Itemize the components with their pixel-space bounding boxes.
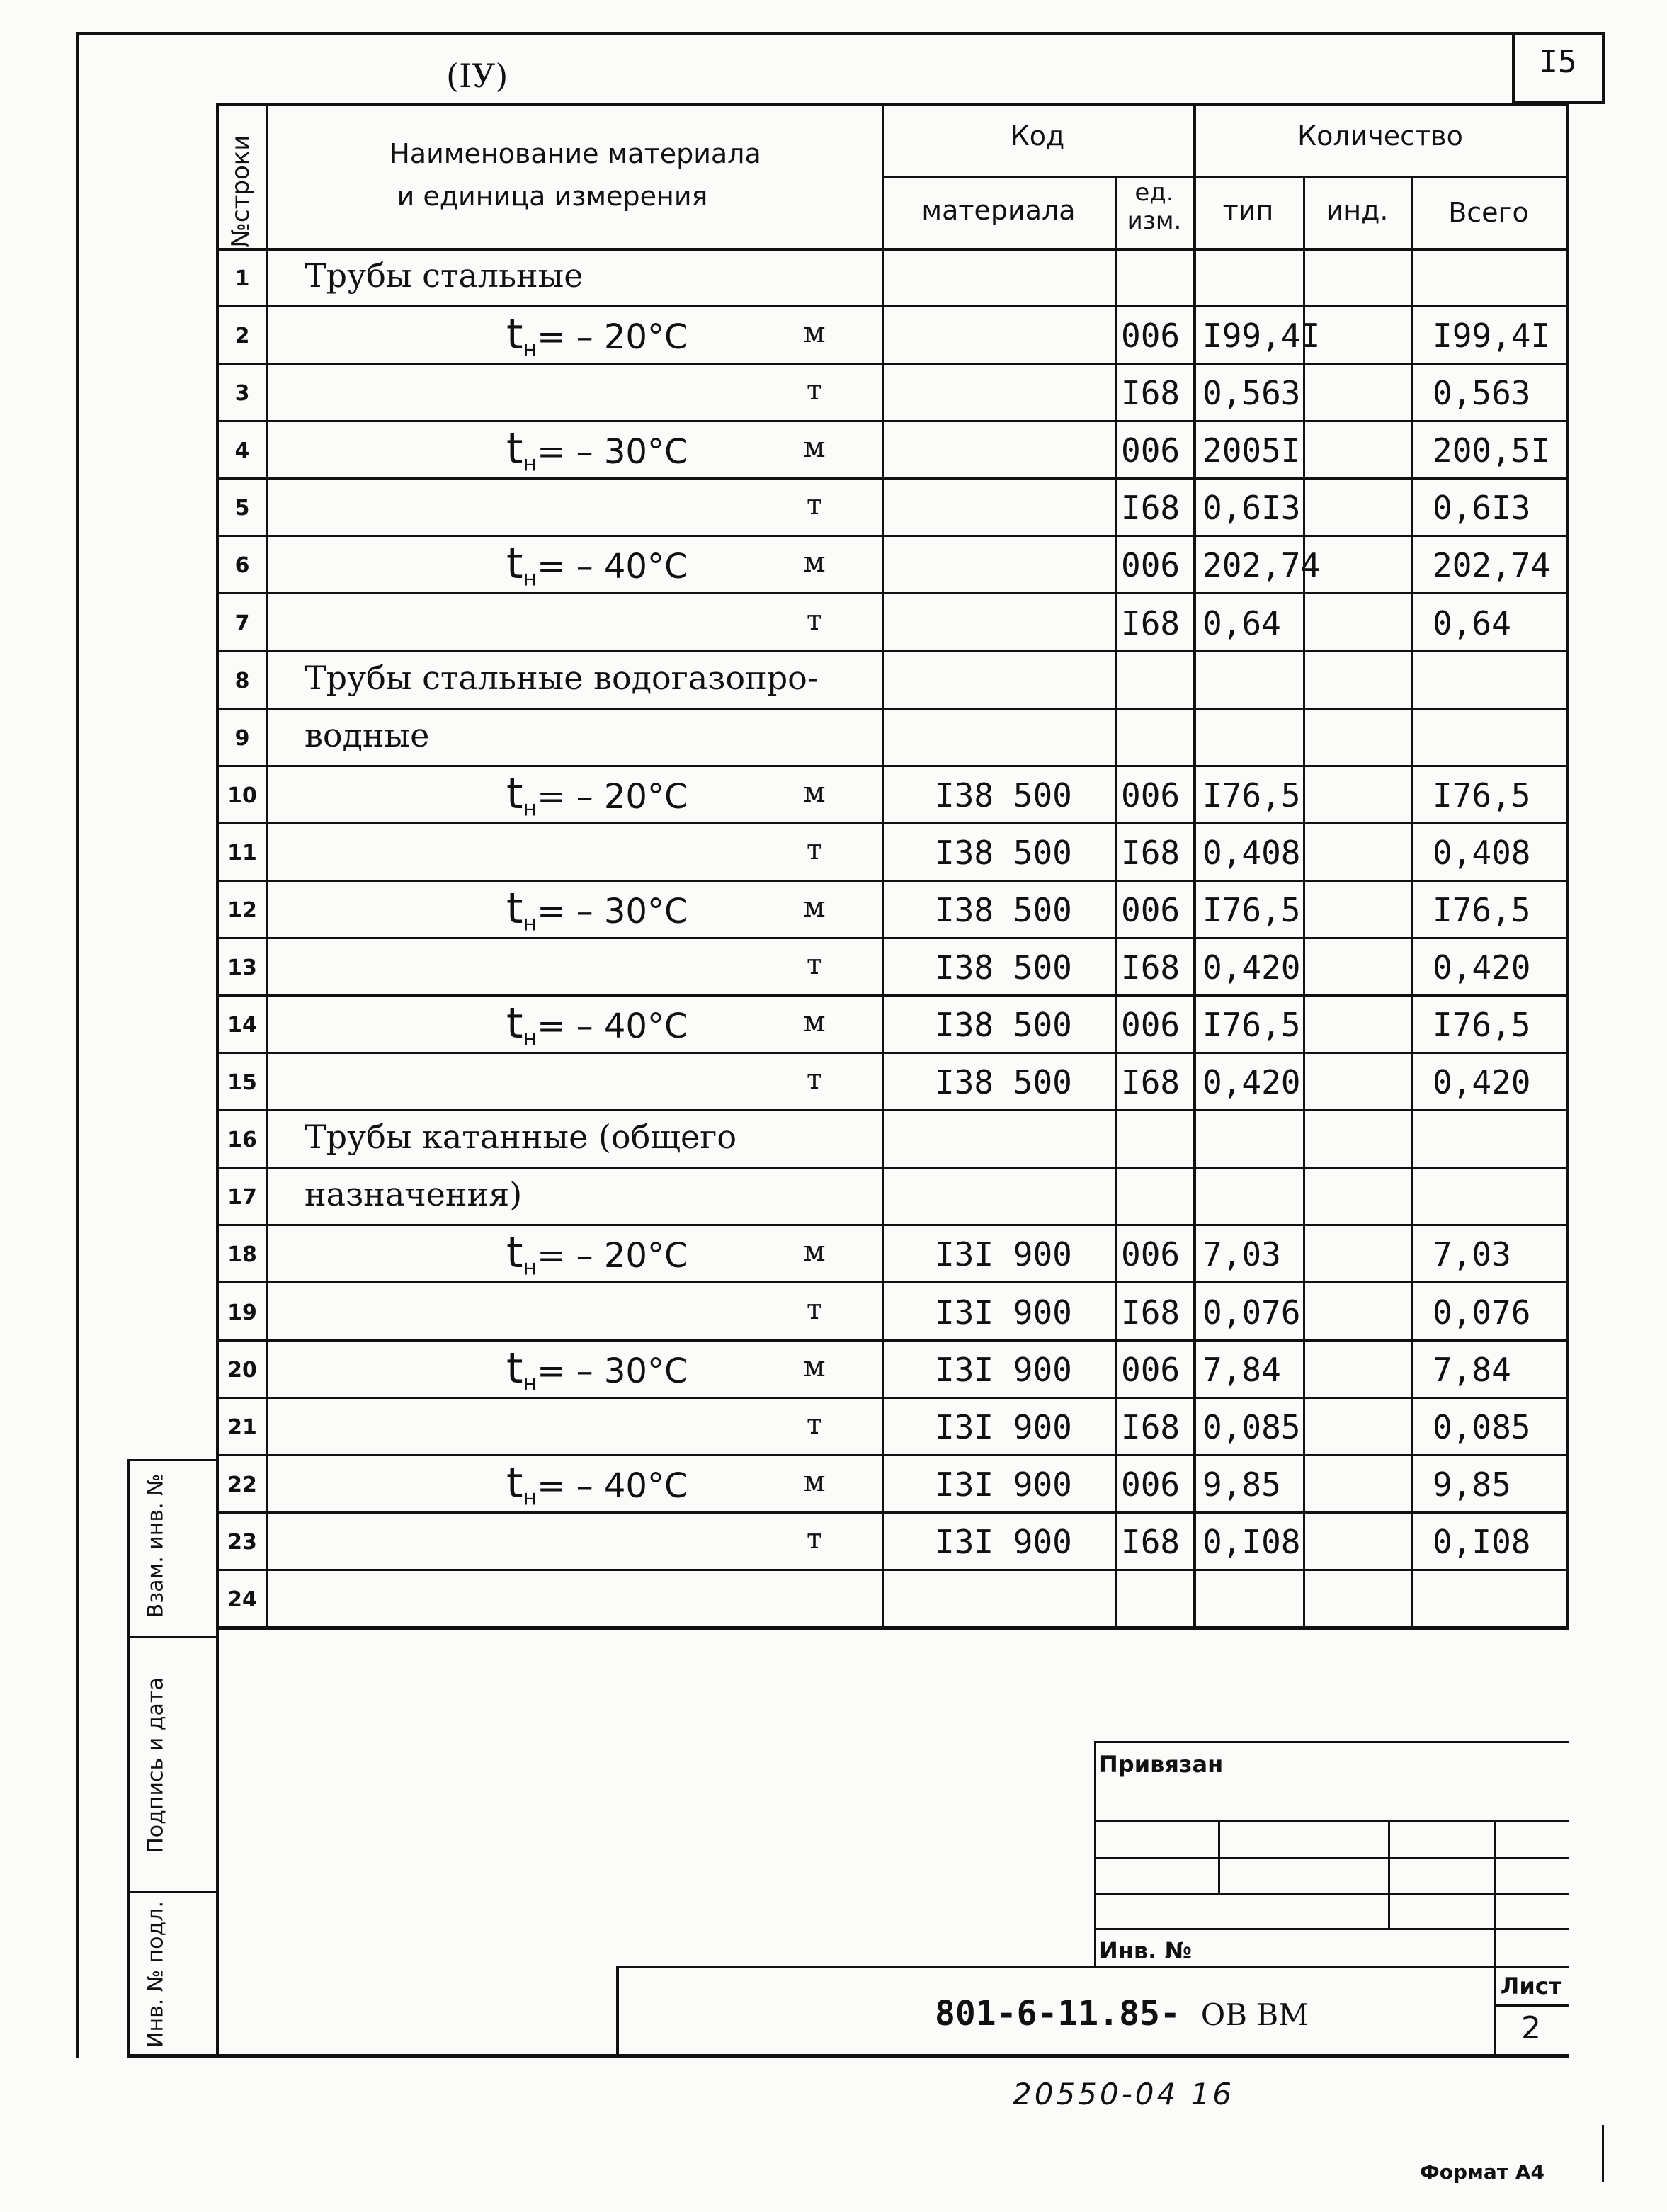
row-unit: м (803, 776, 826, 809)
row-name: Трубы стальные (305, 256, 584, 295)
table-row (216, 938, 1569, 996)
tb-privyazan-top (1094, 1741, 1569, 1743)
row-unit-code: 006 (1121, 890, 1180, 929)
row-qty-total: I76,5 (1433, 890, 1531, 929)
row-number: 11 (227, 840, 257, 866)
tb-document-suffix: ОВ ВМ (1200, 1997, 1309, 2032)
row-qty-total: 0,563 (1433, 374, 1531, 413)
tb-v2 (1388, 1820, 1390, 1930)
row-unit: м (803, 1235, 826, 1269)
stamp-col-bottom (127, 2054, 1569, 2058)
row-name: назначения) (305, 1175, 523, 1214)
header-name-line1: Наименование материала (389, 138, 761, 169)
table-row (216, 1570, 1569, 1628)
row-unit: т (806, 374, 823, 407)
table-row (216, 996, 1569, 1053)
tb-privyazan-left (1094, 1741, 1096, 1968)
stamp-inv-podl: Инв. № подл. (143, 1901, 169, 2048)
tb-document-code-main: 801-6-11.85- (935, 1994, 1180, 2034)
tb-sheet-label: Лист (1500, 1973, 1562, 2000)
row-unit-code: 006 (1121, 776, 1180, 815)
temp-symbol: t (506, 1458, 523, 1508)
row-number: 3 (234, 381, 250, 407)
row-unit: м (803, 1006, 826, 1039)
row-qty-total: 0,076 (1433, 1293, 1531, 1332)
tb-main-left (616, 1966, 619, 2058)
row-qty-type: 0,420 (1202, 948, 1301, 987)
row-qty-type: 7,84 (1202, 1350, 1281, 1389)
row-unit-code: I68 (1121, 1407, 1180, 1446)
temp-value: = – 40°C (537, 1465, 688, 1506)
tb-inv-no: Инв. № (1099, 1937, 1192, 1964)
row-qty-type: 0,420 (1202, 1063, 1301, 1102)
row-qty-type: 0,076 (1202, 1293, 1301, 1332)
row-unit-code: I68 (1121, 1293, 1180, 1332)
tb-sheet-number: 2 (1521, 2010, 1541, 2046)
row-number: 21 (227, 1414, 257, 1440)
temp-value: = – 40°C (537, 1006, 688, 1047)
row-qty-type: 2005I (1202, 431, 1301, 470)
row-qty-type: 0,408 (1202, 833, 1301, 872)
row-qty-type: 9,85 (1202, 1465, 1281, 1504)
row-material-code: I38 500 (935, 948, 1072, 987)
row-qty-total: 0,64 (1433, 603, 1511, 642)
row-number: 16 (227, 1128, 257, 1153)
temp-value: = – 20°C (537, 317, 688, 358)
row-qty-total: 7,03 (1433, 1235, 1511, 1274)
temp-subscript: н (523, 1371, 537, 1396)
tb-document-code (935, 1994, 1309, 2034)
row-qty-type: I76,5 (1202, 1006, 1301, 1045)
table-row (216, 824, 1569, 881)
row-material-code: I3I 900 (935, 1407, 1072, 1446)
row-number: 19 (227, 1300, 257, 1325)
row-material-code: I38 500 (935, 1063, 1072, 1102)
row-unit: т (806, 1407, 823, 1441)
table-row (216, 594, 1569, 652)
tb-h4 (1094, 1928, 1569, 1930)
row-number: 12 (227, 897, 257, 923)
tb-privyazan: Привязан (1099, 1751, 1224, 1778)
temp-symbol: t (506, 883, 523, 934)
table-row (216, 652, 1569, 709)
row-number: 20 (227, 1357, 257, 1383)
temp-subscript: н (523, 567, 537, 591)
row-unit-code: 006 (1121, 1465, 1180, 1504)
row-unit: м (803, 317, 826, 350)
temp-subscript: н (523, 1485, 537, 1511)
row-temperature (506, 769, 688, 822)
row-number: 8 (234, 668, 250, 693)
header-qty-total: Всего (1448, 197, 1529, 228)
tb-sheet-mid (1494, 2004, 1569, 2007)
row-unit: м (803, 1350, 826, 1383)
row-unit-code: 006 (1121, 1350, 1180, 1389)
row-qty-type: 0,563 (1202, 374, 1301, 413)
temp-value: = – 30°C (537, 432, 688, 472)
row-unit: т (806, 1522, 823, 1555)
row-temperature (506, 539, 688, 591)
row-qty-total: 9,85 (1433, 1465, 1511, 1504)
row-qty-type: 202,74 (1202, 546, 1321, 585)
format-tick (1602, 2125, 1604, 2182)
tb-main-top (616, 1966, 1569, 1968)
header-code: Код (1010, 120, 1065, 152)
temp-value: = – 40°C (537, 547, 688, 587)
table-row (216, 249, 1569, 307)
row-number: 1 (234, 266, 250, 291)
row-temperature (506, 310, 688, 362)
row-unit-code: 006 (1121, 546, 1180, 585)
table-row (216, 1111, 1569, 1168)
temp-value: = – 30°C (537, 891, 688, 931)
row-unit-code: I68 (1121, 948, 1180, 987)
row-number: 4 (234, 438, 250, 464)
row-number: 6 (234, 553, 250, 579)
row-unit: т (806, 948, 823, 981)
row-unit: т (806, 1063, 823, 1096)
row-material-code: I3I 900 (935, 1235, 1072, 1274)
row-qty-type: 7,03 (1202, 1235, 1281, 1274)
row-unit: т (806, 1293, 823, 1326)
row-qty-total: 0,I08 (1433, 1522, 1531, 1561)
frame-top (76, 32, 1605, 35)
row-number: 9 (234, 725, 250, 751)
temp-subscript: н (523, 796, 537, 822)
row-number: 22 (227, 1472, 257, 1497)
stamp-podpis: Подпись и дата (143, 1677, 169, 1854)
row-number: 14 (227, 1013, 257, 1038)
temp-subscript: н (523, 1256, 537, 1281)
row-qty-total: I99,4I (1433, 317, 1551, 356)
row-qty-total: I76,5 (1433, 776, 1531, 815)
row-unit: м (803, 890, 826, 924)
temp-symbol: t (506, 768, 523, 819)
row-name: водные (305, 715, 430, 754)
tb-h1 (1094, 1820, 1569, 1822)
tb-v1 (1218, 1820, 1220, 1895)
row-qty-total: 0,408 (1433, 833, 1531, 872)
row-temperature (506, 1344, 688, 1396)
row-material-code: I3I 900 (935, 1350, 1072, 1389)
row-separator (216, 1626, 1569, 1628)
section-label: (IУ) (446, 57, 508, 95)
row-number: 2 (234, 324, 250, 349)
row-qty-total: 0,420 (1433, 1063, 1531, 1102)
table-row (216, 1168, 1569, 1225)
table-row (216, 1225, 1569, 1283)
table-row (216, 479, 1569, 536)
row-qty-type: I76,5 (1202, 890, 1301, 929)
row-unit: т (806, 489, 823, 522)
row-material-code: I38 500 (935, 890, 1072, 929)
row-number: 23 (227, 1529, 257, 1555)
table-top (216, 103, 1569, 106)
header-row-no: №строки (227, 135, 255, 248)
row-unit-code: 006 (1121, 431, 1180, 470)
row-material-code: I38 500 (935, 776, 1072, 815)
row-number: 13 (227, 955, 257, 980)
header-code-unit-1: ед. (1134, 178, 1174, 207)
row-unit: т (806, 603, 823, 637)
row-material-code: I38 500 (935, 833, 1072, 872)
header-mid-line (882, 176, 1569, 178)
header-qty-ind: инд. (1326, 195, 1389, 226)
row-qty-total: I76,5 (1433, 1006, 1531, 1045)
header-code-material: материала (921, 195, 1076, 226)
row-number: 5 (234, 496, 250, 521)
row-qty-total: 202,74 (1433, 546, 1551, 585)
row-temperature (506, 884, 688, 936)
sheet-corner-number: I5 (1539, 44, 1577, 80)
row-unit-code: I68 (1121, 1063, 1180, 1102)
row-qty-type: 0,085 (1202, 1407, 1301, 1446)
temp-value: = – 30°C (537, 1351, 688, 1391)
temp-symbol: t (506, 999, 523, 1049)
tb-h2 (1094, 1857, 1569, 1859)
row-qty-total: 7,84 (1433, 1350, 1511, 1389)
row-unit-code: I68 (1121, 603, 1180, 642)
row-temperature (506, 424, 688, 477)
row-unit: м (803, 431, 826, 465)
row-number: 18 (227, 1242, 257, 1268)
temp-subscript: н (523, 336, 537, 362)
row-qty-type: I76,5 (1202, 776, 1301, 815)
row-material-code: I38 500 (935, 1006, 1072, 1045)
temp-symbol: t (506, 539, 523, 589)
table-row (216, 881, 1569, 938)
stamp-col-left (127, 1459, 130, 2058)
row-number: 17 (227, 1185, 257, 1210)
row-temperature (506, 1458, 688, 1511)
temp-symbol: t (506, 424, 523, 475)
tb-h3 (1094, 1893, 1569, 1895)
table-row (216, 364, 1569, 421)
row-number: 24 (227, 1587, 257, 1612)
row-unit-code: I68 (1121, 1522, 1180, 1561)
row-qty-type: 0,6I3 (1202, 489, 1301, 528)
temp-value: = – 20°C (537, 1236, 688, 1276)
table-row (216, 307, 1569, 364)
row-name: Трубы катанные (общего (305, 1118, 737, 1157)
table-row (216, 421, 1569, 479)
table-row (216, 709, 1569, 766)
row-unit-code: I68 (1121, 833, 1180, 872)
table-body (216, 249, 1569, 1628)
row-qty-total: 0,085 (1433, 1407, 1531, 1446)
row-qty-total: 0,420 (1433, 948, 1531, 987)
stamp-vzam: Взам. инв. № (143, 1473, 169, 1618)
row-qty-type: 0,64 (1202, 603, 1281, 642)
row-unit-code: 006 (1121, 1006, 1180, 1045)
table-row (216, 1283, 1569, 1341)
temp-symbol: t (506, 1228, 523, 1278)
row-temperature (506, 1228, 688, 1281)
row-number: 15 (227, 1070, 257, 1096)
row-number: 7 (234, 611, 250, 636)
frame-left (76, 32, 79, 2058)
row-material-code: I3I 900 (935, 1293, 1072, 1332)
row-qty-type: 0,I08 (1202, 1522, 1301, 1561)
table-row (216, 1053, 1569, 1111)
row-number: 10 (227, 783, 257, 808)
row-name: Трубы стальные водогазопро- (305, 658, 819, 697)
row-unit: м (803, 546, 826, 579)
row-qty-type: I99,4I (1202, 317, 1321, 356)
row-unit: м (803, 1465, 826, 1498)
row-material-code: I3I 900 (935, 1465, 1072, 1504)
row-qty-total: 0,6I3 (1433, 489, 1531, 528)
temp-value: = – 20°C (537, 776, 688, 817)
temp-symbol: t (506, 1343, 523, 1393)
row-unit-code: 006 (1121, 1235, 1180, 1274)
row-material-code: I3I 900 (935, 1522, 1072, 1561)
temp-symbol: t (506, 310, 523, 360)
row-unit-code: 006 (1121, 317, 1180, 356)
table-row (216, 1341, 1569, 1398)
header-code-unit-2: изм. (1127, 207, 1182, 235)
row-temperature (506, 999, 688, 1051)
temp-subscript: н (523, 911, 537, 936)
table-row (216, 1456, 1569, 1513)
table-row (216, 1398, 1569, 1456)
row-qty-total: 200,5I (1433, 431, 1551, 470)
bottom-handwritten: 20550-04 16 (1013, 2077, 1235, 2111)
row-unit-code: I68 (1121, 374, 1180, 413)
format-label: Формат А4 (1420, 2160, 1544, 2184)
row-unit-code: I68 (1121, 489, 1180, 528)
temp-subscript: н (523, 451, 537, 477)
table-row (216, 536, 1569, 594)
table-row (216, 1513, 1569, 1570)
header-qty-type: тип (1222, 195, 1274, 226)
header-name-line2: и единица измерения (397, 181, 708, 212)
row-unit: т (806, 833, 823, 866)
temp-subscript: н (523, 1026, 537, 1051)
header-quantity: Количество (1297, 120, 1463, 152)
table-row (216, 766, 1569, 824)
